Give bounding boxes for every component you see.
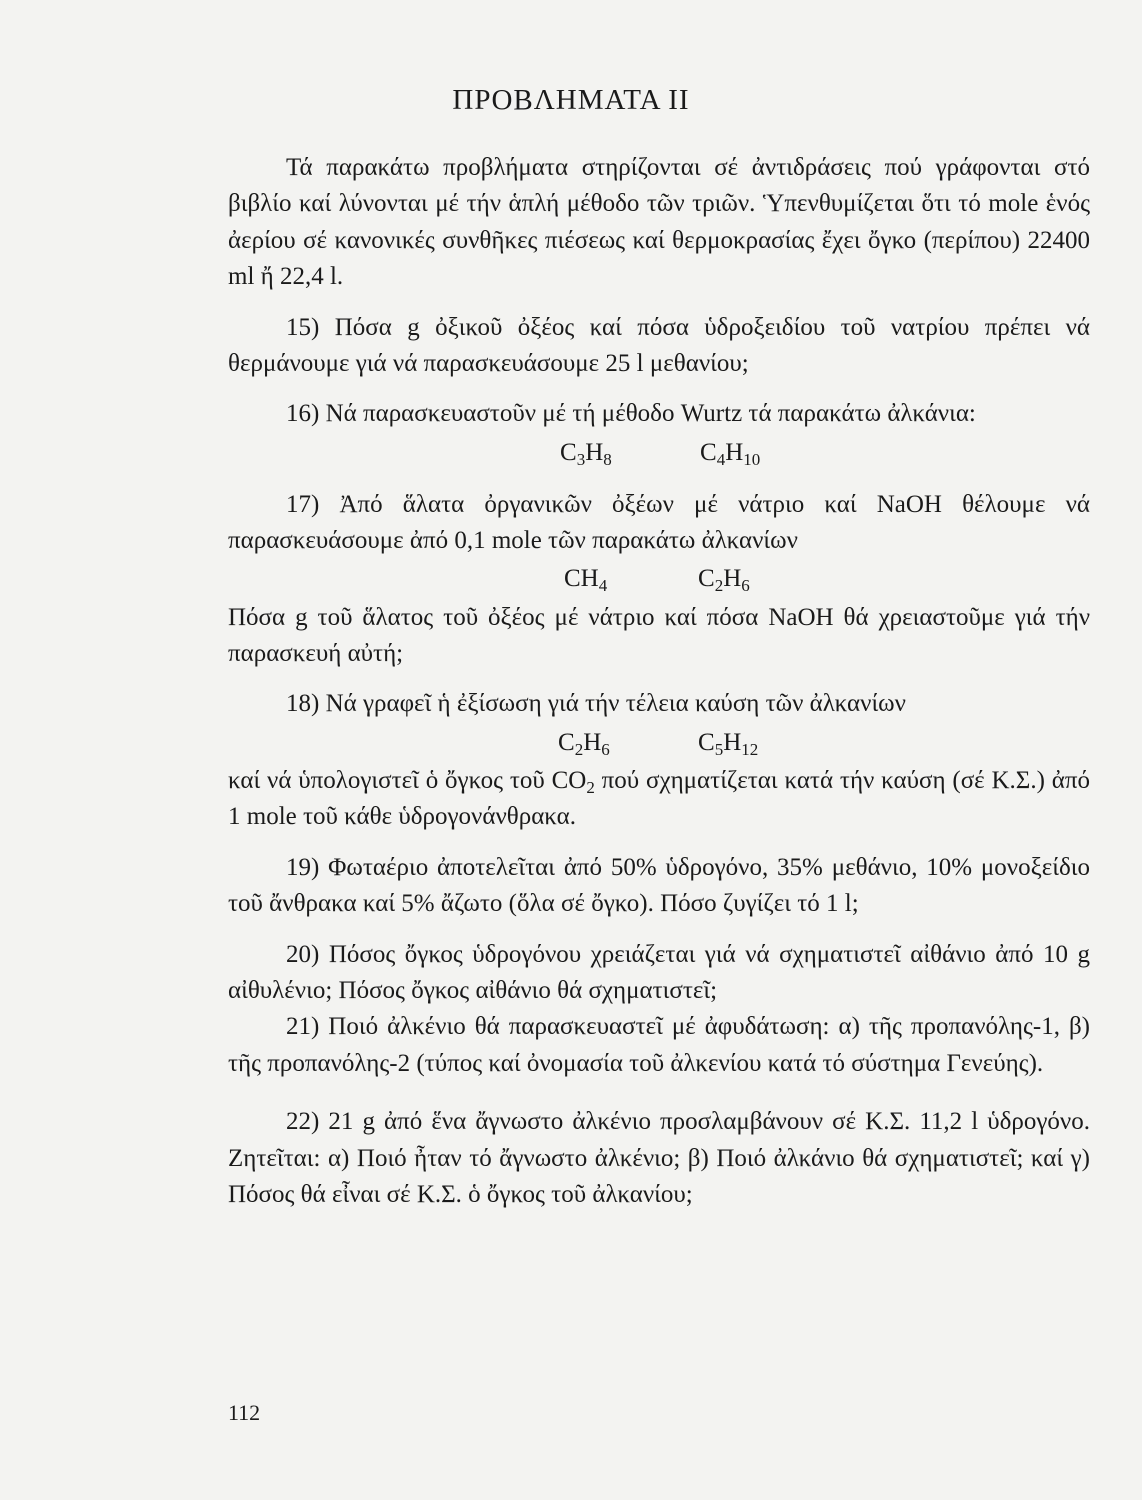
problem-15: 15) Πόσα g ὀξικοῦ ὀξέος καί πόσα ὑδροξειδίου τοῦ νατρίου πρέπει νά θερμάνουμε γιά νά παρασκευάσουμε 25 l μεθανίου;: [228, 313, 1090, 378]
problem-18-question: καί νά ὑπολογιστεῖ ὁ ὄγκος τοῦ $CO_2$ πού σχηματίζεται κατά τήν καύση (σέ Κ.Σ.) ἀπό 1 mole τοῦ κάθε ὑδρογονάνθρακα.: [228, 766, 1090, 831]
page-title: ΠΡΟΒΛΗΜΑΤΑ II: [452, 84, 690, 116]
problem-17: 17) Ἀπό ἅλατα ὀργανικῶν ὀξέων μέ νάτριο καί NaOH θέλουμε νά παρασκευάσουμε ἀπό 0,1 mole τῶν παρακάτω ἀλκανίων: [228, 490, 1090, 555]
problem-18-formulas: [228, 723, 1090, 763]
formula-ch4: $CH_4$: [564, 565, 608, 596]
formula-c4h10: $C_4H_{10}$: [700, 438, 761, 469]
problems-body: [228, 150, 1090, 1213]
problem-17-question: Πόσα g τοῦ ἅλατος τοῦ ὀξέος μέ νάτριο καί πόσα NaOH θά χρειαστοῦμε γιά τήν παρασκευή αὐτή;: [228, 603, 1090, 668]
problem-16-formulas: [228, 433, 1090, 473]
formula-c2h6: $C_2H_6$: [698, 565, 750, 596]
formula-c2h6: $C_2H_6$: [558, 728, 610, 759]
page-number: 112: [228, 1400, 261, 1425]
problem-17-formulas: [228, 560, 1090, 600]
problem-21: 21) Ποιό ἀλκένιο θά παρασκευαστεῖ μέ ἀφυδάτωση: α) τῆς προπανόλης-1, β) τῆς προπανόλης-2 (τύπος καί ὀνομασία τοῦ ἀλκενίου κατά τό σύστημα Γενεύης).: [228, 1013, 1090, 1077]
problem-22: 22) 21 g ἀπό ἕνα ἄγνωστο ἀλκένιο προσλαμβάνουν σέ Κ.Σ. 11,2 l ὑδρογόνο. Ζητεῖται: α) Ποιό ἦταν τό ἄγνωστο ἀλκένιο; β) Ποιό ἀλκάνιο θά σχηματιστεῖ; καί γ) Πόσος θά εἶναι σέ Κ.Σ. ὁ ὄγκος τοῦ ἀλκανίου;: [228, 1108, 1090, 1208]
formula-c5h12: $C_5H_{12}$: [698, 728, 759, 759]
problem-18: 18) Νά γραφεῖ ἡ ἐξίσωση γιά τήν τέλεια καύση τῶν ἀλκανίων: [286, 690, 906, 718]
problem-20: 20) Πόσος ὄγκος ὑδρογόνου χρειάζεται γιά νά σχηματιστεῖ αἰθάνιο ἀπό 10 g αἰθυλένιο; Πόσος ὄγκος αἰθάνιο θά σχηματιστεῖ;: [228, 940, 1090, 1004]
problem-16: 16) Νά παρασκευαστοῦν μέ τή μέθοδο Wurtz τά παρακάτω ἀλκάνια:: [286, 400, 976, 428]
formula-c3h8: $C_3H_8$: [560, 438, 612, 469]
intro-paragraph: Τά παρακάτω προβλήματα στηρίζονται σέ ἀντιδράσεις πού γράφονται στό βιβλίο καί λύνονται μέ τήν ἁπλή μέθοδο τῶν τριῶν. Ὑπενθυμίζεται ὅτι τό mole ἑνός ἀερίου σέ κανονικές συνθῆκες πιέσεως καί θερμοκρασίας ἔχει ὄγκο (περίπου) 22400 ml ἤ 22,4 l.: [228, 154, 1090, 291]
problem-19: 19) Φωταέριο ἀποτελεῖται ἀπό 50% ὑδρογόνο, 35% μεθάνιο, 10% μονοξείδιο τοῦ ἄνθρακα καί 5% ἄζωτο (ὅλα σέ ὄγκο). Πόσο ζυγίζει τό 1 l;: [228, 853, 1090, 918]
